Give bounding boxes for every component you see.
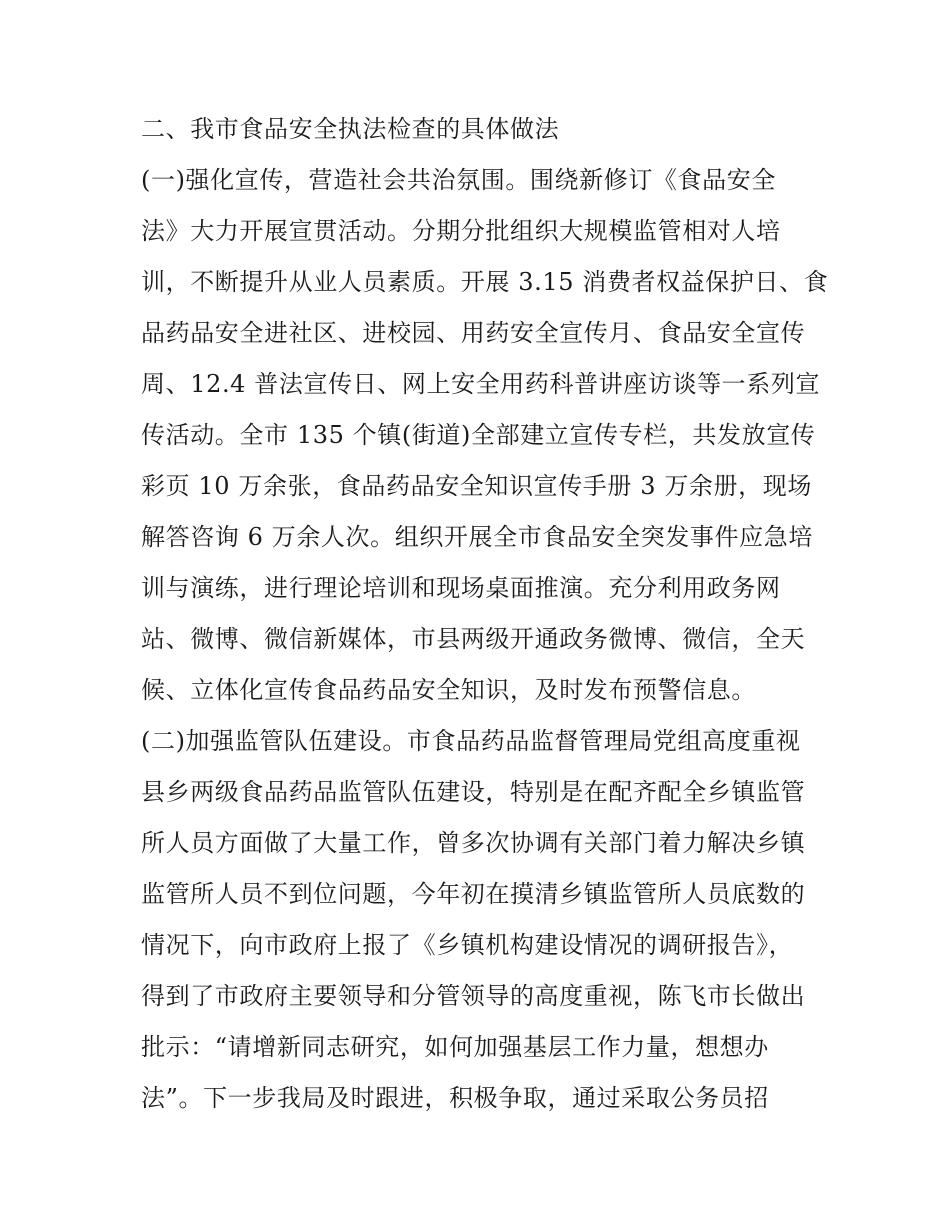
text-line: 法”。下一步我局及时跟进，积极争取，通过采取公务员招	[141, 1084, 769, 1112]
text-line: 监管所人员不到位问题，今年初在摸清乡镇监管所人员底数的	[141, 880, 806, 908]
text-line: 所人员方面做了大量工作，曾多次协调有关部门着力解决乡镇	[141, 829, 806, 857]
text-line: 传活动。全市 135 个镇(街道)全部建立宣传专栏，共发放宣传	[141, 421, 816, 449]
text-line: 彩页 10 万余张，食品药品安全知识宣传手册 3 万余册，现场	[141, 472, 812, 500]
text-line: 训与演练，进行理论培训和现场桌面推演。充分利用政务网	[141, 574, 781, 602]
text-line: 批示：“请增新同志研究，如何加强基层工作力量，想想办	[141, 1033, 769, 1061]
text-line: 得到了市政府主要领导和分管领导的高度重视，陈飞市长做出	[141, 982, 806, 1010]
text-line: 解答咨询 6 万余人次。组织开展全市食品安全突发事件应急培	[141, 523, 813, 551]
text-line: 县乡两级食品药品监管队伍建设，特别是在配齐配全乡镇监管	[141, 778, 806, 806]
text-line: 法》大力开展宣贯活动。分期分批组织大规模监管相对人培	[141, 217, 781, 245]
text-line: 训，不断提升从业人员素质。开展 3.15 消费者权益保护日、食	[141, 268, 829, 296]
text-line: 周、12.4 普法宣传日、网上安全用药科普讲座访谈等一系列宣	[141, 370, 821, 398]
text-line: 站、微博、微信新媒体，市县两级开通政务微博、微信，全天	[141, 625, 806, 653]
text-line: 品药品安全进社区、进校园、用药安全宣传月、食品安全宣传	[141, 319, 806, 347]
text-line: (二)加强监管队伍建设。市食品药品监督管理局党组高度重视	[141, 727, 801, 755]
text-line: 候、立体化宣传食品药品安全知识，及时发布预警信息。	[141, 676, 756, 704]
text-line: 情况下，向市政府上报了《乡镇机构建设情况的调研报告》，	[141, 931, 794, 959]
section-heading: 二、我市食品安全执法检查的具体做法	[141, 115, 560, 143]
text-line: (一)强化宣传，营造社会共治氛围。围绕新修订《食品安全	[141, 166, 776, 194]
